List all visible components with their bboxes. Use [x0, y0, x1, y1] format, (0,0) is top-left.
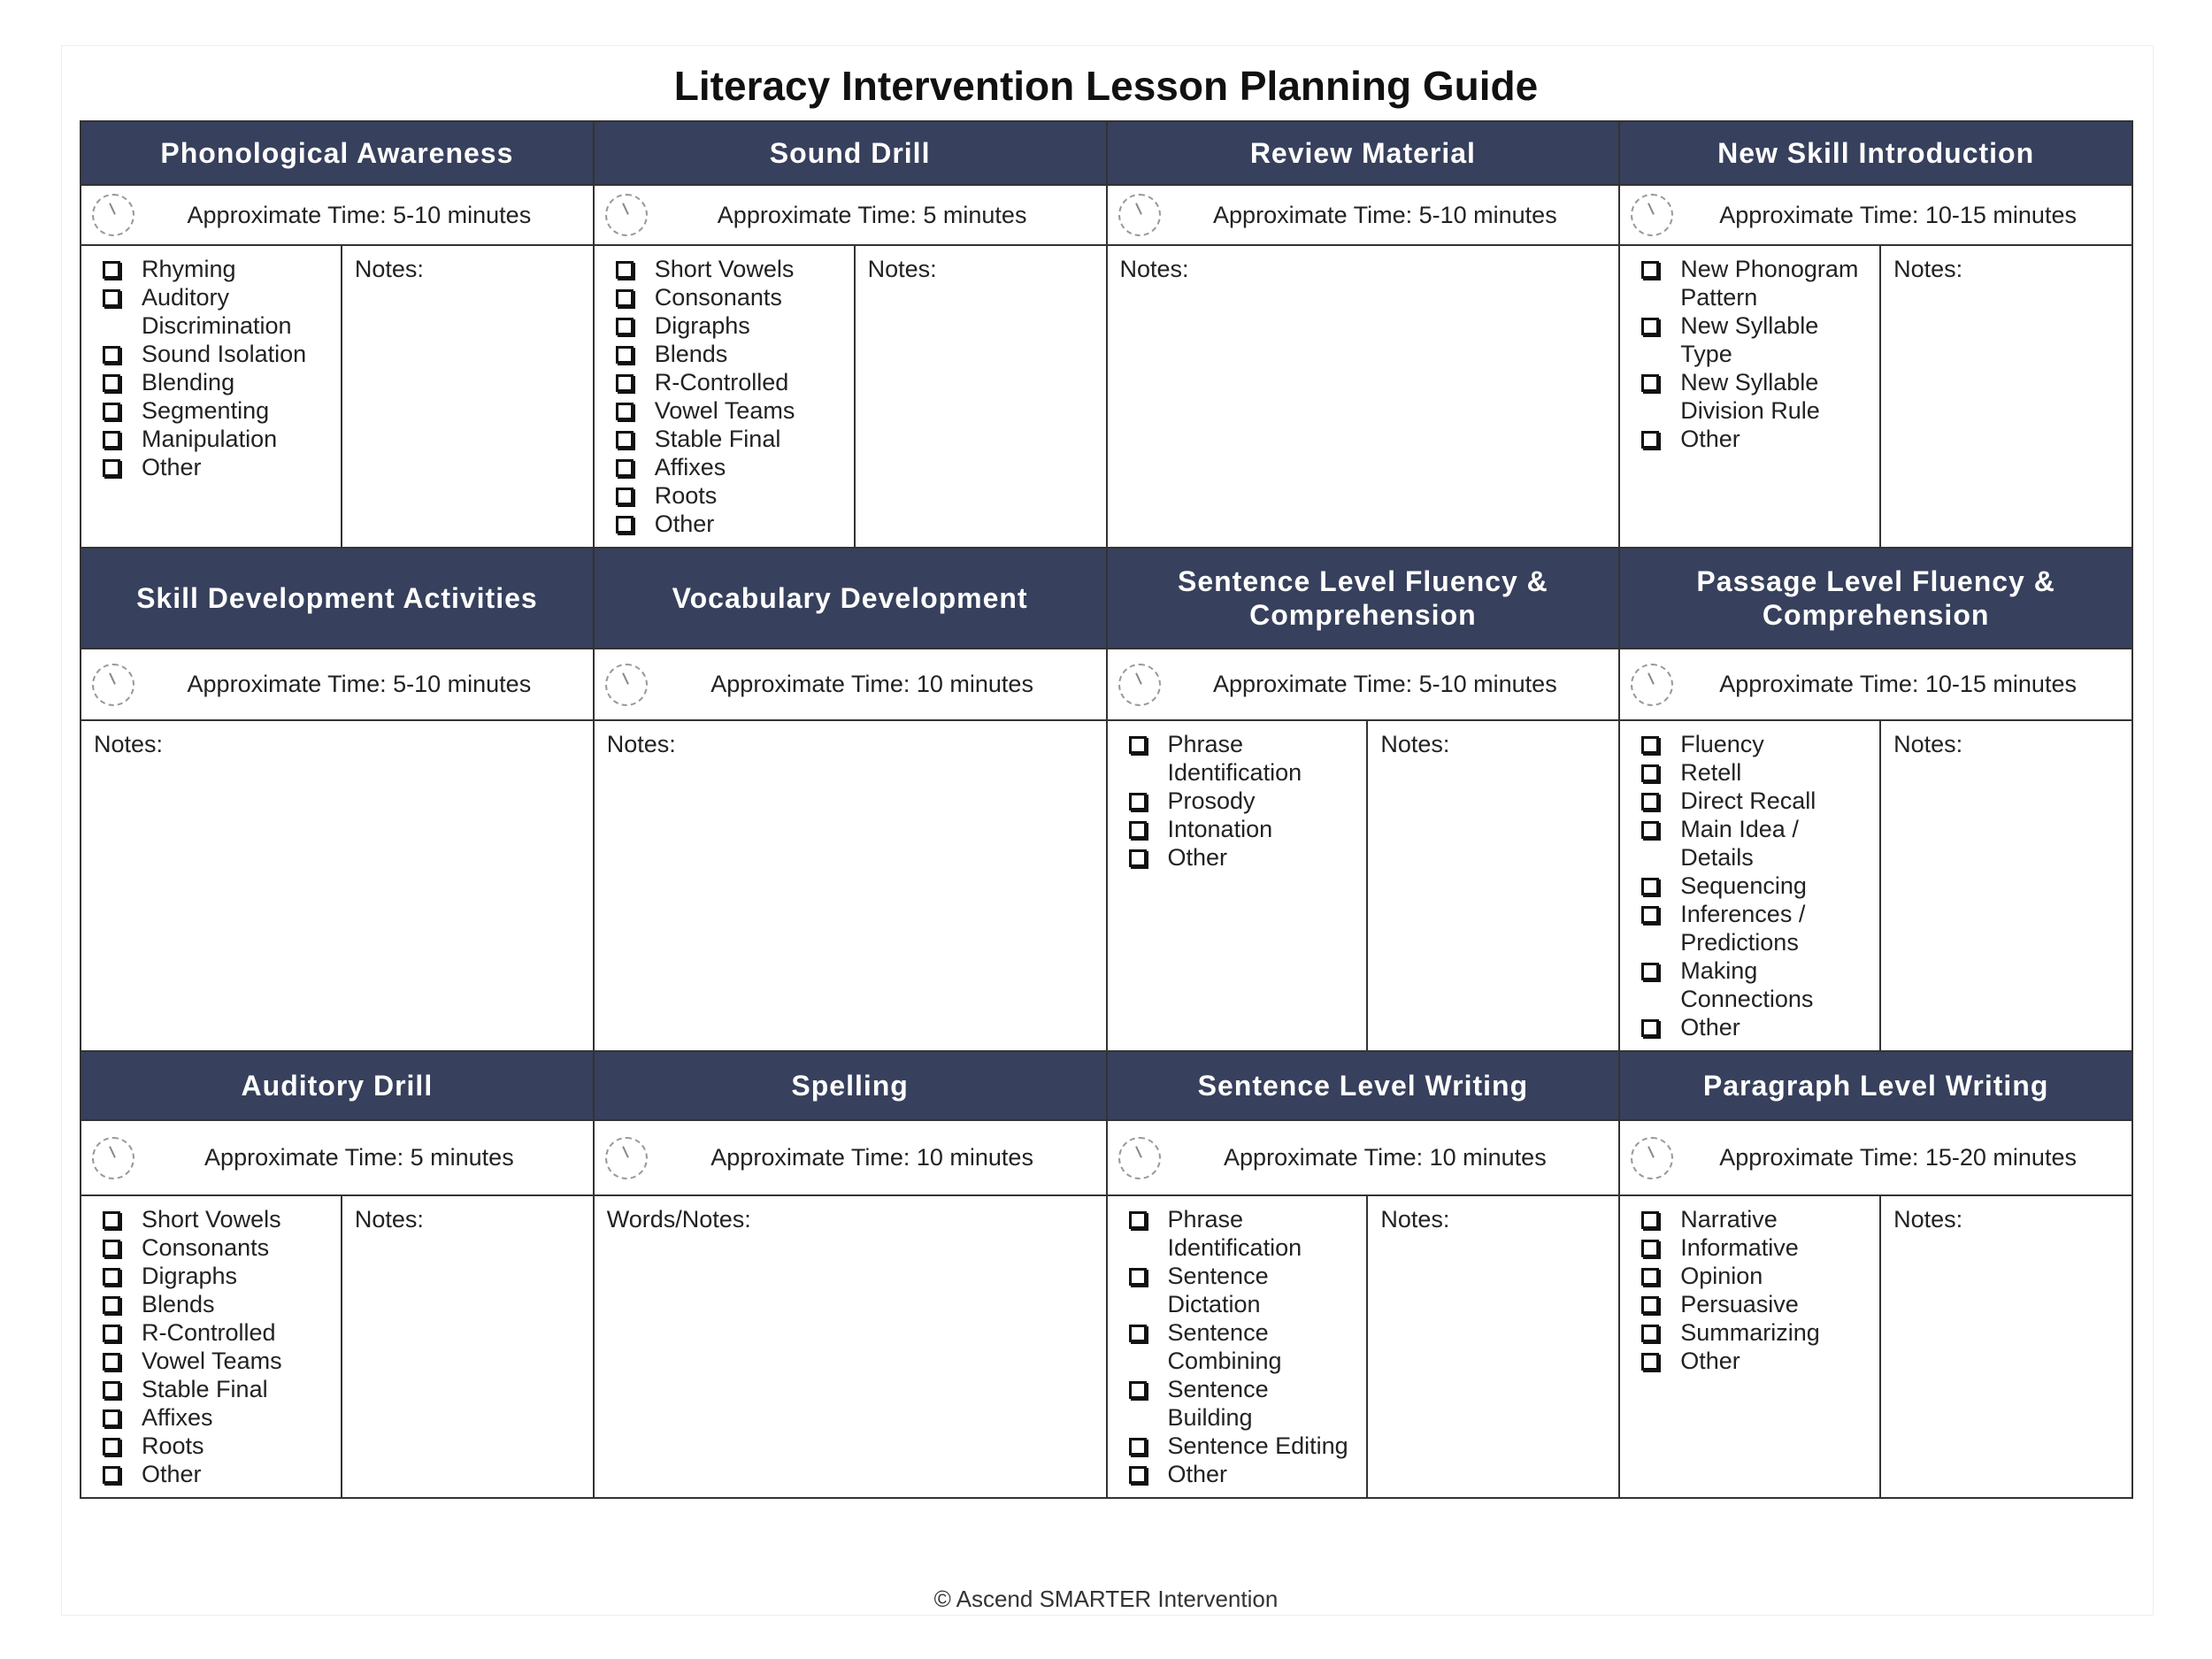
checkbox[interactable]	[103, 403, 120, 420]
checkbox[interactable]	[103, 289, 120, 307]
checkbox[interactable]	[1129, 849, 1147, 867]
checklist-item-label: Consonants	[654, 284, 782, 311]
checkbox[interactable]	[103, 1268, 120, 1286]
approximate-time: Approximate Time: 10 minutes	[710, 1144, 1033, 1171]
checklist-item-label: Informative	[1680, 1234, 1799, 1261]
notes-area[interactable]	[342, 1196, 593, 1497]
clock-icon	[92, 664, 134, 706]
notes-label: Notes:	[1119, 256, 1189, 282]
approximate-time-row	[1108, 186, 1619, 246]
checklist-item-label: Affixes	[654, 454, 726, 480]
section-body	[81, 246, 593, 549]
checklist-item[interactable]	[1641, 1290, 1867, 1318]
checklist-item-label: Rhyming	[142, 256, 236, 282]
checklist-item[interactable]	[616, 368, 841, 396]
notes-label: Notes:	[1380, 731, 1450, 757]
checkbox[interactable]	[103, 1211, 120, 1229]
checklist-item[interactable]	[1641, 956, 1867, 1013]
checklist-item-label: Retell	[1680, 759, 1742, 786]
clock-icon	[605, 664, 648, 706]
checklist-item-label: Sentence Editing	[1167, 1432, 1348, 1459]
checklist-item-label: Prosody	[1167, 787, 1256, 814]
checklist-item[interactable]	[1641, 1013, 1867, 1041]
checklist-item[interactable]	[103, 1290, 328, 1318]
checkbox[interactable]	[1129, 736, 1147, 754]
notes-label: Notes:	[354, 1206, 424, 1233]
checklist-item[interactable]	[1129, 730, 1355, 787]
checkbox[interactable]	[1641, 963, 1659, 980]
notes-label: Notes:	[606, 731, 676, 757]
checklist-item-label: Other	[1680, 1014, 1740, 1041]
lesson-section	[1108, 549, 1621, 1052]
checklist-item-label: Making Connections	[1680, 957, 1814, 1012]
checklist-item-label: Sentence Building	[1167, 1376, 1269, 1431]
section-row	[81, 1052, 2131, 1497]
approximate-time: Approximate Time: 10-15 minutes	[1719, 671, 2077, 697]
checkbox[interactable]	[1641, 793, 1659, 810]
checklist-item-label: Roots	[654, 482, 718, 509]
checkbox[interactable]	[1641, 1296, 1659, 1314]
approximate-time-row	[1620, 1121, 2131, 1196]
checkbox[interactable]	[1641, 821, 1659, 839]
checklist-item[interactable]	[1129, 1460, 1355, 1488]
checklist-item[interactable]	[1641, 758, 1867, 787]
notes-label: Notes:	[1893, 256, 1963, 282]
checklist-item-label: Other	[1680, 426, 1740, 452]
checklist-item-label: Sentence Combining	[1167, 1319, 1282, 1374]
checklist	[1620, 1196, 1881, 1497]
notes-label: Notes:	[1380, 1206, 1450, 1233]
lesson-section	[595, 1052, 1108, 1497]
checklist-item[interactable]	[103, 1460, 328, 1488]
checkbox[interactable]	[103, 374, 120, 392]
approximate-time: Approximate Time: 15-20 minutes	[1719, 1144, 2077, 1171]
checklist-item[interactable]	[103, 1403, 328, 1432]
checkbox[interactable]	[1641, 261, 1659, 279]
checklist-item[interactable]	[103, 396, 328, 425]
clock-icon	[92, 1137, 134, 1179]
checklist-item-label: Fluency	[1680, 731, 1764, 757]
section-body	[595, 721, 1106, 1052]
checklist-item[interactable]	[103, 283, 328, 340]
approximate-time-row	[1620, 186, 2131, 246]
checklist-item[interactable]	[616, 283, 841, 311]
checklist-item[interactable]	[103, 1205, 328, 1233]
checkbox[interactable]	[1641, 431, 1659, 449]
checkbox[interactable]	[103, 1466, 120, 1484]
notes-label: Notes:	[1893, 1206, 1963, 1233]
checklist-item[interactable]	[1129, 1262, 1355, 1318]
section-row	[81, 122, 2131, 549]
checklist	[1108, 1196, 1369, 1497]
checklist-item-label: New Syllable Division Rule	[1680, 369, 1820, 424]
checklist-item-label: New Syllable Type	[1680, 312, 1819, 367]
notes-label: Notes:	[1893, 731, 1963, 757]
section-heading: Auditory Drill	[81, 1052, 593, 1121]
checklist-item-label: Manipulation	[142, 426, 278, 452]
checkbox[interactable]	[616, 459, 634, 477]
checklist-item[interactable]	[1129, 815, 1355, 843]
checkbox[interactable]	[103, 1296, 120, 1314]
checklist-item-label: Roots	[142, 1432, 204, 1459]
section-heading: Passage Level Fluency & Comprehension	[1620, 549, 2131, 649]
checkbox[interactable]	[1129, 1268, 1147, 1286]
copyright-footer: © Ascend SMARTER Intervention	[933, 1586, 1279, 1612]
approximate-time-row	[595, 649, 1106, 721]
section-body	[1108, 721, 1619, 1052]
checklist-item[interactable]	[1129, 1375, 1355, 1432]
approximate-time: Approximate Time: 5-10 minutes	[187, 671, 532, 697]
checklist-item[interactable]	[616, 311, 841, 340]
notes-area[interactable]	[595, 721, 1106, 1050]
checkbox[interactable]	[103, 1240, 120, 1257]
checklist-item-label: Other	[142, 454, 202, 480]
section-heading: Sound Drill	[595, 122, 1106, 186]
approximate-time-row	[595, 1121, 1106, 1196]
section-body	[81, 721, 593, 1052]
notes-label: Notes:	[867, 256, 937, 282]
checklist-item-label: Segmenting	[142, 397, 270, 424]
checklist-item[interactable]	[103, 255, 328, 283]
checkbox[interactable]	[103, 1353, 120, 1371]
checkbox[interactable]	[1641, 318, 1659, 335]
checkbox[interactable]	[103, 261, 120, 279]
checklist-item[interactable]	[103, 340, 328, 368]
checklist-item[interactable]	[1641, 255, 1867, 311]
approximate-time-row	[1108, 1121, 1619, 1196]
clock-icon	[1118, 194, 1161, 236]
checklist-item-label: Intonation	[1167, 816, 1273, 842]
checkbox[interactable]	[616, 488, 634, 505]
checkbox[interactable]	[616, 318, 634, 335]
checklist	[81, 1196, 342, 1497]
checklist-item-label: Sequencing	[1680, 872, 1807, 899]
lesson-section	[1108, 122, 1621, 549]
section-heading: Spelling	[595, 1052, 1106, 1121]
checkbox[interactable]	[1641, 906, 1659, 924]
checklist-item-label: New Phonogram Pattern	[1680, 256, 1859, 311]
checkbox[interactable]	[103, 1381, 120, 1399]
checklist-item-label: R-Controlled	[142, 1319, 276, 1346]
checklist-item-label: Sound Isolation	[142, 341, 307, 367]
section-heading: Phonological Awareness	[81, 122, 593, 186]
checkbox[interactable]	[616, 346, 634, 364]
notes-area[interactable]	[1881, 1196, 2131, 1497]
checkbox[interactable]	[616, 403, 634, 420]
lesson-section	[81, 1052, 595, 1497]
checkbox[interactable]	[616, 516, 634, 534]
checkbox[interactable]	[1129, 821, 1147, 839]
checkbox[interactable]	[103, 1325, 120, 1342]
checklist-item[interactable]	[616, 340, 841, 368]
approximate-time: Approximate Time: 5-10 minutes	[1213, 201, 1557, 228]
section-body	[1620, 246, 2131, 549]
checkbox[interactable]	[1641, 878, 1659, 895]
checkbox[interactable]	[103, 1409, 120, 1427]
notes-label: Notes:	[354, 256, 424, 282]
page-title: Literacy Intervention Lesson Planning Guide	[673, 63, 1539, 109]
checkbox[interactable]	[616, 431, 634, 449]
checklist-item[interactable]	[103, 1262, 328, 1290]
checkbox[interactable]	[103, 1438, 120, 1455]
checklist-item-label: Opinion	[1680, 1263, 1763, 1289]
checklist-item[interactable]	[1129, 1205, 1355, 1262]
notes-area[interactable]	[856, 246, 1106, 547]
section-body	[595, 246, 1106, 549]
checklist-item[interactable]	[1641, 1233, 1867, 1262]
checkbox[interactable]	[1641, 374, 1659, 392]
section-heading: Paragraph Level Writing	[1620, 1052, 2131, 1121]
lesson-section	[1620, 122, 2131, 549]
checklist-item[interactable]	[616, 425, 841, 453]
checklist-item-label: Affixes	[142, 1404, 213, 1431]
checklist-item[interactable]	[1129, 843, 1355, 872]
clock-icon	[1631, 664, 1673, 706]
checklist-item-label: Blending	[142, 369, 235, 396]
notes-label: Notes:	[94, 731, 164, 757]
lesson-section	[595, 122, 1108, 549]
checklist-item-label: Other	[654, 511, 715, 537]
checklist-item-label: Vowel Teams	[142, 1348, 282, 1374]
lesson-section	[81, 549, 595, 1052]
notes-area[interactable]	[1368, 721, 1618, 1050]
clock-icon	[1631, 1137, 1673, 1179]
section-body	[1620, 721, 2131, 1052]
checkbox[interactable]	[1129, 1211, 1147, 1229]
notes-label: Words/Notes:	[606, 1206, 751, 1233]
section-heading: New Skill Introduction	[1620, 122, 2131, 186]
section-body	[1620, 1196, 2131, 1497]
checklist-item[interactable]	[1641, 1318, 1867, 1347]
checkbox[interactable]	[1129, 793, 1147, 810]
checkbox[interactable]	[616, 261, 634, 279]
checklist-item-label: Blends	[654, 341, 728, 367]
lesson-section	[1620, 549, 2131, 1052]
checklist-item-label: Stable Final	[654, 426, 781, 452]
checklist-item-label: Digraphs	[654, 312, 750, 339]
approximate-time: Approximate Time: 10 minutes	[710, 671, 1033, 697]
notes-area[interactable]	[1368, 1196, 1618, 1497]
checklist-item[interactable]	[103, 1347, 328, 1375]
approximate-time-row	[595, 186, 1106, 246]
checklist-item[interactable]	[1641, 1347, 1867, 1375]
notes-area[interactable]	[342, 246, 593, 547]
checklist-item-label: Other	[1167, 1461, 1228, 1487]
checklist-item[interactable]	[103, 1375, 328, 1403]
checklist-item[interactable]	[1641, 730, 1867, 758]
clock-icon	[1118, 1137, 1161, 1179]
lesson-section	[1108, 1052, 1621, 1497]
checklist-item-label: Vowel Teams	[654, 397, 795, 424]
checkbox[interactable]	[103, 431, 120, 449]
checklist-item-label: Main Idea / Details	[1680, 816, 1799, 871]
checklist	[1620, 721, 1881, 1050]
notes-area[interactable]	[81, 721, 593, 1050]
checklist-item[interactable]	[1641, 872, 1867, 900]
notes-area[interactable]	[1881, 721, 2131, 1050]
checkbox[interactable]	[103, 459, 120, 477]
checkbox[interactable]	[1641, 1019, 1659, 1037]
checklist-item[interactable]	[1641, 425, 1867, 453]
notes-area[interactable]	[1881, 246, 2131, 547]
section-heading: Vocabulary Development	[595, 549, 1106, 649]
checklist-item-label: Stable Final	[142, 1376, 268, 1402]
section-body	[1108, 1196, 1619, 1497]
approximate-time-row	[81, 649, 593, 721]
section-row	[81, 549, 2131, 1052]
section-heading: Skill Development Activities	[81, 549, 593, 649]
checklist-item-label: Direct Recall	[1680, 787, 1816, 814]
approximate-time: Approximate Time: 5-10 minutes	[1213, 671, 1557, 697]
checklist-item-label: Short Vowels	[142, 1206, 281, 1233]
checklist-item-label: Inferences / Predictions	[1680, 901, 1806, 956]
checklist	[1108, 721, 1369, 1050]
checkbox[interactable]	[1641, 736, 1659, 754]
checkbox[interactable]	[1129, 1438, 1147, 1455]
checklist-item[interactable]	[616, 453, 841, 481]
clock-icon	[1118, 664, 1161, 706]
section-heading: Sentence Level Writing	[1108, 1052, 1619, 1121]
section-heading: Sentence Level Fluency & Comprehension	[1108, 549, 1619, 649]
checkbox[interactable]	[1641, 764, 1659, 782]
checklist-item-label: Blends	[142, 1291, 215, 1317]
checklist-item[interactable]	[616, 396, 841, 425]
checklist-item-label: Persuasive	[1680, 1291, 1799, 1317]
approximate-time: Approximate Time: 5 minutes	[204, 1144, 514, 1171]
approximate-time: Approximate Time: 5-10 minutes	[187, 201, 532, 228]
approximate-time-row	[81, 1121, 593, 1196]
checklist-item-label: Narrative	[1680, 1206, 1778, 1233]
approximate-time: Approximate Time: 5 minutes	[717, 201, 1027, 228]
checklist-item[interactable]	[1641, 815, 1867, 872]
checklist-item[interactable]	[1641, 900, 1867, 956]
checkbox[interactable]	[1641, 1211, 1659, 1229]
checklist-item-label: Summarizing	[1680, 1319, 1820, 1346]
checklist-item[interactable]	[616, 510, 841, 538]
checklist-item-label: Short Vowels	[654, 256, 795, 282]
lesson-section	[1620, 1052, 2131, 1497]
checklist-item[interactable]	[1641, 787, 1867, 815]
checklist-item[interactable]	[103, 453, 328, 481]
section-body	[81, 1196, 593, 1497]
checklist-item-label: Digraphs	[142, 1263, 238, 1289]
checklist-item-label: R-Controlled	[654, 369, 789, 396]
notes-area[interactable]	[595, 1196, 1106, 1497]
checklist-item[interactable]	[103, 1432, 328, 1460]
checklist-item-label: Other	[1167, 844, 1228, 871]
checklist	[81, 246, 342, 547]
checklist-item-label: Other	[142, 1461, 202, 1487]
checklist-item[interactable]	[103, 1233, 328, 1262]
checkbox[interactable]	[1129, 1466, 1147, 1484]
checklist-item[interactable]	[1129, 1432, 1355, 1460]
checklist-item[interactable]	[103, 425, 328, 453]
clock-icon	[92, 194, 134, 236]
checklist-item[interactable]	[616, 481, 841, 510]
checkbox[interactable]	[1641, 1268, 1659, 1286]
checkbox[interactable]	[1129, 1381, 1147, 1399]
checklist	[595, 246, 856, 547]
section-heading: Review Material	[1108, 122, 1619, 186]
notes-area[interactable]	[1108, 246, 1619, 547]
checklist-item[interactable]	[103, 368, 328, 396]
checklist-item-label: Auditory Discrimination	[142, 284, 292, 339]
checkbox[interactable]	[1641, 1325, 1659, 1342]
checklist	[1620, 246, 1881, 547]
checklist-item[interactable]	[1129, 787, 1355, 815]
checklist-item-label: Phrase Identification	[1167, 1206, 1302, 1261]
checklist-item-label: Other	[1680, 1348, 1740, 1374]
approximate-time-row	[1108, 649, 1619, 721]
checkbox[interactable]	[103, 346, 120, 364]
clock-icon	[605, 1137, 648, 1179]
checkbox[interactable]	[1641, 1240, 1659, 1257]
checklist-item[interactable]	[1641, 368, 1867, 425]
checklist-item[interactable]	[1641, 311, 1867, 368]
lesson-plan-grid	[80, 120, 2133, 1499]
section-body	[595, 1196, 1106, 1497]
clock-icon	[605, 194, 648, 236]
checklist-item-label: Sentence Dictation	[1167, 1263, 1269, 1317]
approximate-time-row	[81, 186, 593, 246]
approximate-time-row	[1620, 649, 2131, 721]
checklist-item-label: Phrase Identification	[1167, 731, 1302, 786]
checklist-item[interactable]	[1641, 1262, 1867, 1290]
checklist-item[interactable]	[1129, 1318, 1355, 1375]
approximate-time: Approximate Time: 10 minutes	[1224, 1144, 1547, 1171]
checkbox[interactable]	[616, 374, 634, 392]
checklist-item[interactable]	[1641, 1205, 1867, 1233]
lesson-section	[595, 549, 1108, 1052]
section-body	[1108, 246, 1619, 549]
checklist-item-label: Consonants	[142, 1234, 270, 1261]
approximate-time: Approximate Time: 10-15 minutes	[1719, 201, 2077, 228]
checklist-item[interactable]	[103, 1318, 328, 1347]
checkbox[interactable]	[1129, 1325, 1147, 1342]
lesson-section	[81, 122, 595, 549]
checkbox[interactable]	[1641, 1353, 1659, 1371]
checklist-item[interactable]	[616, 255, 841, 283]
checkbox[interactable]	[616, 289, 634, 307]
clock-icon	[1631, 194, 1673, 236]
